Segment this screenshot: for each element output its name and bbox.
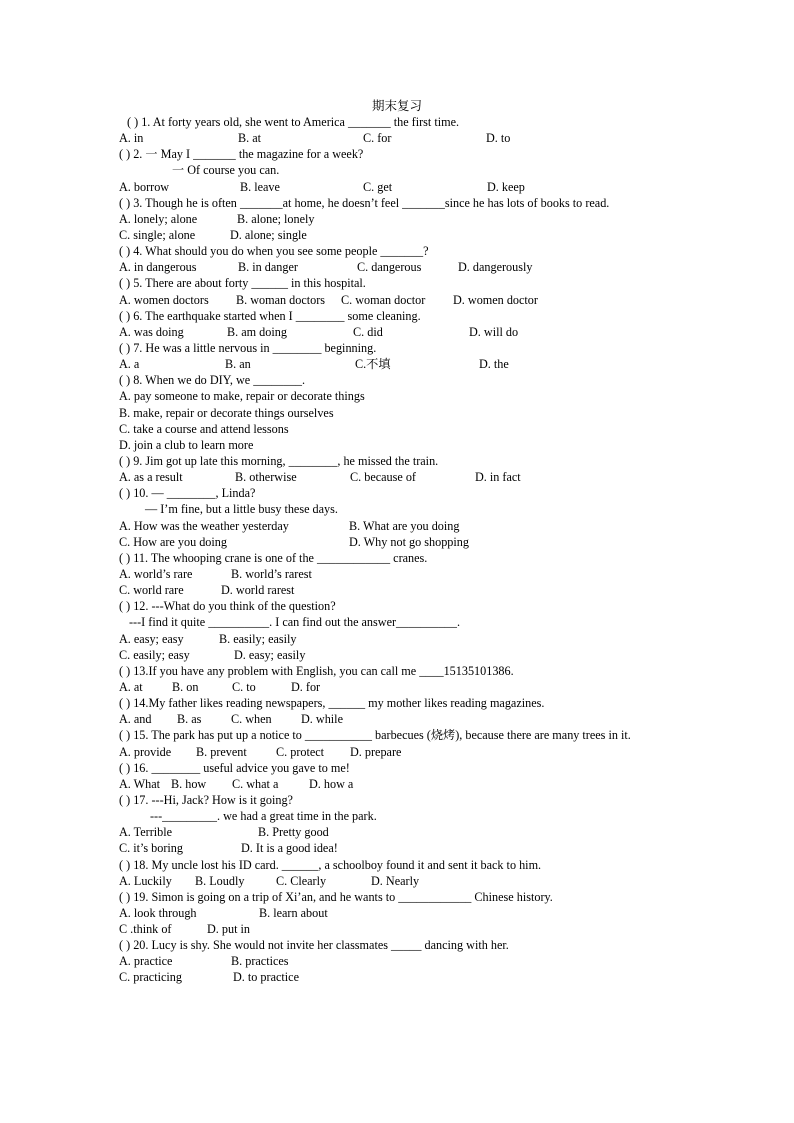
option-d: D. the [479,357,509,372]
question-15-options [119,744,679,760]
question-2-stem: ( ) 2. 一 May I _______ the magazine for a week? [119,147,364,162]
option-d: D. put in [207,922,250,937]
option-c: C. when [231,712,272,727]
question-12-reply: ---I find it quite __________. I can find out the answer__________. [129,615,461,630]
option-b: B. on [172,679,199,694]
question-3-options-row2 [119,227,679,243]
question-19-options-row2 [119,921,679,937]
option-a: A. in dangerous [119,260,197,275]
option-c: C. get [363,179,393,194]
question-18-stem: ( ) 18. My uncle lost his ID card. ______, a schoolboy found it and sent it back to him. [119,857,542,872]
option-c: C. it’s boring [119,841,183,856]
question-10-stem: ( ) 10. — ________, Linda? [119,486,256,501]
question-7-stem: ( ) 7. He was a little nervous in ________ beginning. [119,340,377,355]
option-b: B. an [225,357,251,372]
option-b: B. easily; easily [219,631,297,646]
question-16-options [119,776,679,792]
option-d: D. prepare [350,744,402,759]
option-b: B. at [238,131,262,146]
option-a: A. What [119,776,161,791]
question-1-stem: ( ) 1. At forty years old, she went to America _______ the first time. [127,115,460,129]
page-title: 期末复习 [371,98,422,113]
question-2-options [119,179,679,195]
question-13-stem: ( ) 13.If you have any problem with English, you can call me ____15135101386. [119,663,514,678]
option-b: B. how [171,776,207,791]
option-c: C. to [232,679,256,694]
option-b: B. make, repair or decorate things ourselves [119,405,334,420]
option-c: C. protect [276,744,325,759]
option-b: B. Loudly [195,873,245,888]
option-a: A. borrow [119,179,170,194]
option-c: C. did [353,324,383,339]
question-9-stem: ( ) 9. Jim got up late this morning, ________, he missed the train. [119,453,439,468]
option-d: D. easy; easily [234,647,306,662]
option-c: C.不填 [355,357,391,372]
option-a: A. and [119,712,152,727]
question-12-stem: ( ) 12. ---What do you think of the question? [119,599,336,614]
option-b: B. practices [231,954,289,969]
option-c: C. Clearly [276,873,327,888]
option-a: A. easy; easy [119,631,184,646]
option-c: C. How are you doing [119,534,227,549]
option-c: C. because of [350,470,416,485]
question-17-reply: ---_________. we had a great time in the park. [150,809,377,824]
question-11-stem: ( ) 11. The whooping crane is one of the ____________ cranes. [119,550,428,565]
option-d: D. Why not go shopping [349,534,469,549]
option-b: B. prevent [196,744,247,759]
option-c: C. woman doctor [341,292,426,307]
option-d: D. alone; single [230,228,307,242]
option-a: A. pay someone to make, repair or decorate things [119,389,365,404]
option-b: B. woman doctors [236,292,326,307]
option-a: A. look through [119,905,197,920]
option-b: B. What are you doing [349,518,460,533]
option-c: C. single; alone [119,228,196,242]
option-a: A. women doctors [119,292,209,307]
question-18-options [119,873,679,889]
option-d: D. while [301,712,343,727]
question-5-options [119,292,679,308]
option-c: C .think of [119,922,172,937]
question-3-stem: ( ) 3. Though he is often _______at home, he doesn’t feel _______since he has lots of books to read. [119,195,610,210]
option-b: B. Pretty good [258,825,329,840]
question-13-options [119,679,679,695]
question-6-stem: ( ) 6. The earthquake started when I ________ some cleaning. [119,308,421,323]
question-8-stem: ( ) 8. When we do DIY, we ________. [119,373,306,388]
option-d: D. Nearly [371,873,420,888]
option-d: D. for [291,679,321,694]
question-4-stem: ( ) 4. What should you do when you see some people _______? [119,244,429,259]
question-12-options-row2 [119,647,679,663]
option-c: C. world rare [119,583,184,598]
option-a: A. How was the weather yesterday [119,518,289,533]
option-a: A. in [119,131,144,146]
option-c: C. dangerous [357,260,422,275]
option-a: A. at [119,679,143,694]
question-19-stem: ( ) 19. Simon is going on a trip of Xi’an, and he wants to ____________ Chinese history. [119,889,553,904]
question-11-options-row1 [119,566,679,582]
option-c: C. take a course and attend lessons [119,421,289,436]
option-d: D. keep [487,179,525,194]
option-a: A. provide [119,744,172,759]
option-b: B. am doing [227,324,287,339]
option-a: A. practice [119,954,173,969]
question-7-options [119,356,679,372]
question-3-options-row1 [119,211,679,227]
question-6-options [119,324,679,340]
option-d: D. how a [309,776,354,791]
question-14-stem: ( ) 14.My father likes reading newspapers, ______ my mother likes reading magazines. [119,696,545,711]
option-a: A. lonely; alone [119,211,198,226]
option-d: D. join a club to learn more [119,437,254,452]
option-d: D. to practice [233,970,299,985]
question-20-options-row1 [119,953,679,969]
option-b: B. in danger [238,260,298,275]
option-d: D. in fact [475,470,521,485]
question-20-stem: ( ) 20. Lucy is shy. She would not invite her classmates _____ dancing with her. [119,938,509,953]
question-10-options-row2 [119,534,679,550]
question-17-options-row2 [119,840,679,856]
option-c: C. practicing [119,970,182,985]
question-2-reply: 一 Of course you can. [172,163,280,178]
question-12-options-row1 [119,631,679,647]
option-d: D. world rarest [221,583,295,598]
question-15-stem: ( ) 15. The park has put up a notice to ___________ barbecues (烧烤), because there are many trees in it. [119,728,631,743]
option-a: A. Terrible [119,825,173,840]
option-a: A. was doing [119,324,184,339]
question-16-stem: ( ) 16. ________ useful advice you gave to me! [119,760,350,775]
option-a: A. as a result [119,470,183,485]
question-10-options-row1 [119,518,679,534]
question-5-stem: ( ) 5. There are about forty ______ in this hospital. [119,276,366,291]
option-b: B. otherwise [235,470,297,485]
question-11-options-row2 [119,582,679,598]
question-14-options [119,711,679,727]
option-b: B. learn about [259,905,328,920]
question-list [119,114,679,986]
question-9-options [119,469,679,485]
option-d: D. women doctor [453,292,538,307]
question-17-stem: ( ) 17. ---Hi, Jack? How is it going? [119,792,293,807]
option-d: D. to [486,131,511,146]
question-4-options [119,259,679,275]
option-b: B. world’s rarest [231,566,312,581]
option-d: D. dangerously [458,260,533,275]
option-c: C. for [363,131,392,146]
option-b: B. leave [240,179,280,194]
option-a: A. world’s rare [119,566,193,581]
option-c: C. easily; easy [119,647,190,662]
option-a: A. Luckily [119,873,172,888]
option-d: D. will do [469,324,519,339]
question-10-reply: — I’m fine, but a little busy these days. [145,502,338,517]
question-17-options-row1 [119,824,679,840]
option-a: A. a [119,357,140,372]
question-1-options [119,130,679,146]
option-c: C. what a [232,776,279,791]
option-b: B. as [177,712,202,727]
question-20-options-row2 [119,969,679,985]
option-b: B. alone; lonely [237,211,315,226]
question-19-options-row1 [119,905,679,921]
option-d: D. It is a good idea! [241,841,338,856]
